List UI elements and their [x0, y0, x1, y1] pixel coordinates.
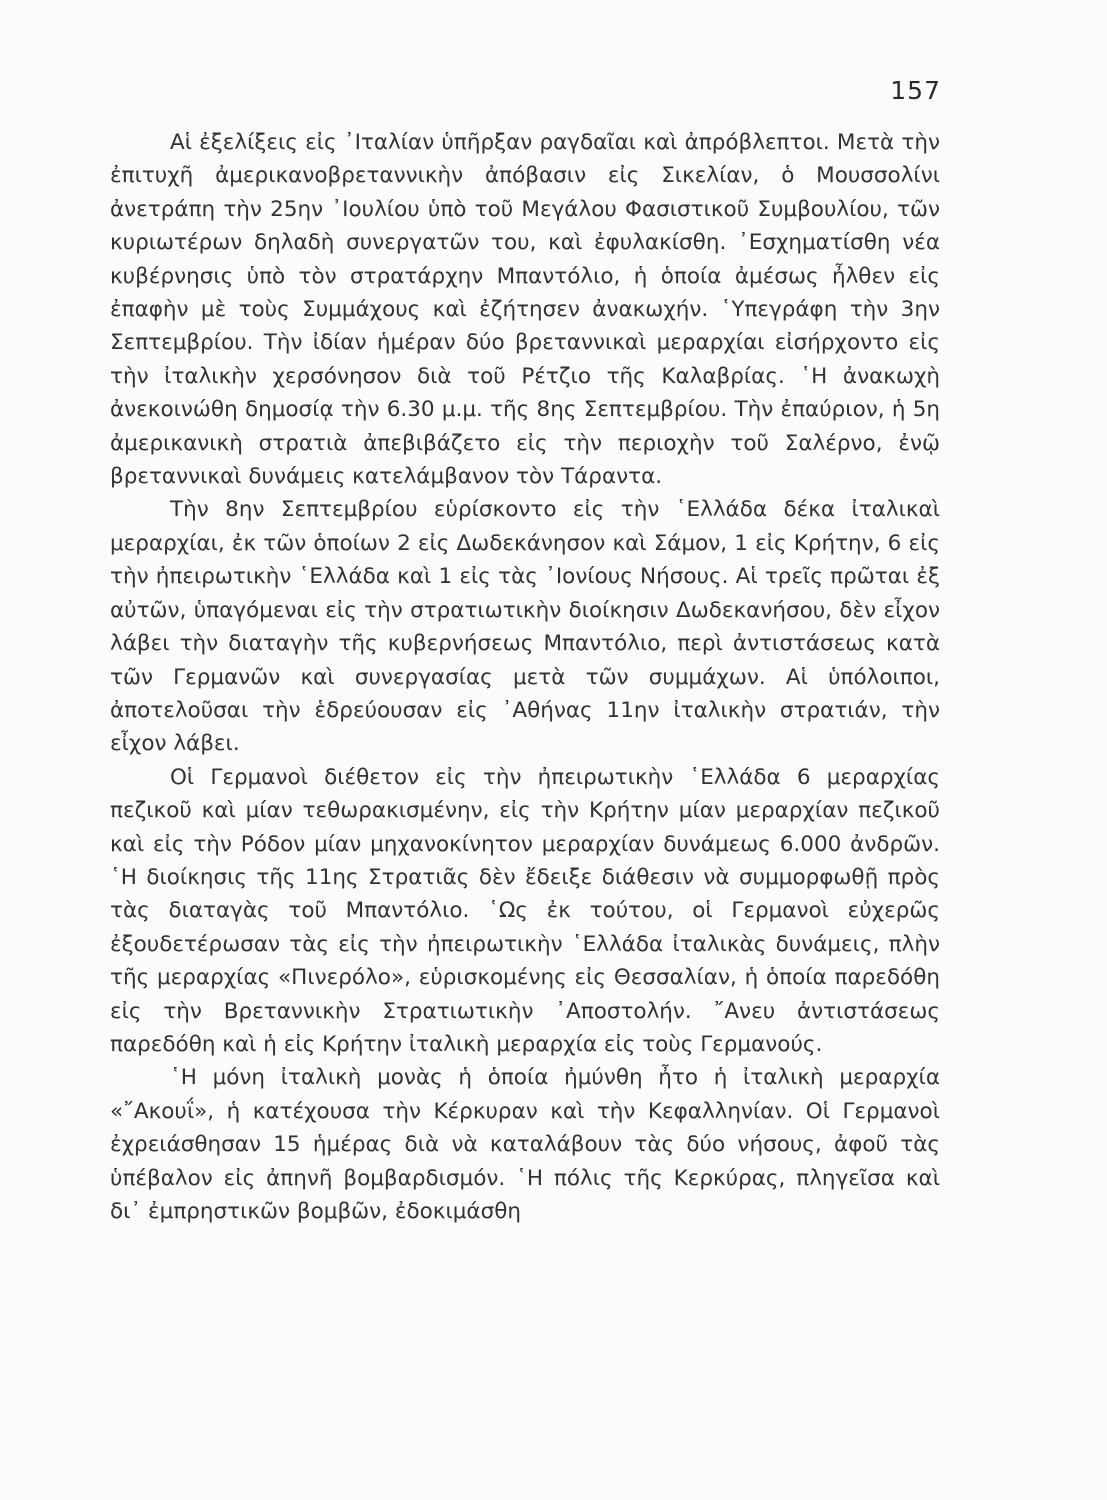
paragraph-acqui-division: ῾Η μόνη ἰταλικὴ μονὰς ἡ ὁποία ἠμύνθη ἦτο ἡ ἰταλικὴ μεραρχία «῎Ακουΐ», ἡ κατέχουσα τὴν Κέρκυραν καὶ τὴν Κεφαλληνίαν. Οἱ Γερμανοὶ ἐχρειάσθησαν 15 ἡμέρας διὰ νὰ καταλάβουν τὰς δύο νήσους, ἀφοῦ τὰς ὑπέβαλον εἰς ἀπηνῆ βομβαρδισμόν. ῾Η πόλις τῆς Κερκύρας, πληγεῖσα καὶ δι᾿ ἐμπρηστικῶν βομβῶν, ἐδοκιμάσθη	[110, 1065, 940, 1224]
paragraph-german-forces: Οἱ Γερμανοὶ διέθετον εἰς τὴν ἠπειρωτικὴν ῾Ελλάδα 6 μεραρχίας πεζικοῦ καὶ μίαν τεθωρακισμένην, εἰς τὴν Κρήτην μίαν μεραρχίαν πεζικοῦ καὶ εἰς τὴν Ρόδον μίαν μηχανοκίνητον μεραρχίαν δυνάμεως 6.000 ἀνδρῶν. ῾Η διοίκησις τῆς 11ης Στρατιᾶς δὲν ἔδειξε διάθεσιν νὰ συμμορφωθῇ πρὸς τὰς διαταγὰς τοῦ Μπαντόλιο. ῾Ως ἐκ τούτου, οἱ Γερμανοὶ εὐχερῶς ἐξουδετέρωσαν τὰς εἰς τὴν ἠπειρωτικὴν ῾Ελλάδα ἰταλικὰς δυνάμεις, πλὴν τῆς μεραρχίας «Πινερόλο», εὑρισκομένης εἰς Θεσσαλίαν, ἡ ὁποία παρεδόθη εἰς τὴν Βρεταννικὴν Στρατιωτικὴν ᾿Αποστολήν. ῎Ανευ ἀντιστάσεως παρεδόθη καὶ ἡ εἰς Κρήτην ἰταλικὴ μεραρχία εἰς τοὺς Γερμανούς.	[110, 764, 940, 1057]
paragraph-italian-divisions: Τὴν 8ην Σεπτεμβρίου εὑρίσκοντο εἰς τὴν ῾Ελλάδα δέκα ἰταλικαὶ μεραρχίαι, ἐκ τῶν ὁποίων 2 εἰς Δωδεκάνησον καὶ Σάμον, 1 εἰς Κρήτην, 6 εἰς τὴν ἠπειρωτικὴν ῾Ελλάδα καὶ 1 εἰς τὰς ᾿Ιονίους Νήσους. Αἱ τρεῖς πρῶται ἐξ αὐτῶν, ὑπαγόμεναι εἰς τὴν στρατιωτικὴν διοίκησιν Δωδεκανήσου, δὲν εἶχον λάβει τὴν διαταγὴν τῆς κυβερνήσεως Μπαντόλιο, περὶ ἀντιστάσεως κατὰ τῶν Γερμανῶν καὶ συνεργασίας μετὰ τῶν συμμάχων. Αἱ ὑπόλοιποι, ἀποτελοῦσαι τὴν ἑδρεύουσαν εἰς ᾿Αθήνας 11ην ἰταλικὴν στρατιάν, τὴν εἶχον λάβει.	[110, 497, 940, 757]
paragraph-italy-developments: Αἱ ἐξελίξεις εἰς ᾿Ιταλίαν ὑπῆρξαν ραγδαῖαι καὶ ἀπρόβλεπτοι. Μετὰ τὴν ἐπιτυχῆ ἀμερικανοβρεταννικὴν ἀπόβασιν εἰς Σικελίαν, ὁ Μουσσολίνι ἀνετράπη τὴν 25ην ᾿Ιουλίου ὑπὸ τοῦ Μεγάλου Φασιστικοῦ Συμβουλίου, τῶν κυριωτέρων δηλαδὴ συνεργατῶν του, καὶ ἐφυλακίσθη. ᾿Εσχηματίσθη νέα κυβέρνησις ὑπὸ τὸν στρατάρχην Μπαντόλιο, ἡ ὁποία ἀμέσως ἦλθεν εἰς ἐπαφὴν μὲ τοὺς Συμμάχους καὶ ἐζήτησεν ἀνακωχήν. ῾Υπεγράφη τὴν 3ην Σεπτεμβρίου. Τὴν ἰδίαν ἡμέραν δύο βρεταννικαὶ μεραρχίαι εἰσήρχοντο εἰς τὴν ἰταλικὴν χερσόνησον διὰ τοῦ Ρέτζιο τῆς Καλαβρίας. ῾Η ἀνακωχὴ ἀνεκοινώθη δημοσίᾳ τὴν 6.30 μ.μ. τῆς 8ης Σεπτεμβρίου. Τὴν ἐπαύριον, ἡ 5η ἀμερικανικὴ στρατιὰ ἀπεβιβάζετο εἰς τὴν περιοχὴν τοῦ Σαλέρνο, ἐνῷ βρεταννικαὶ δυνάμεις κατελάμβανον τὸν Τάραντα.	[110, 130, 940, 490]
page-number: 157	[890, 76, 941, 105]
body-text	[110, 126, 940, 1228]
